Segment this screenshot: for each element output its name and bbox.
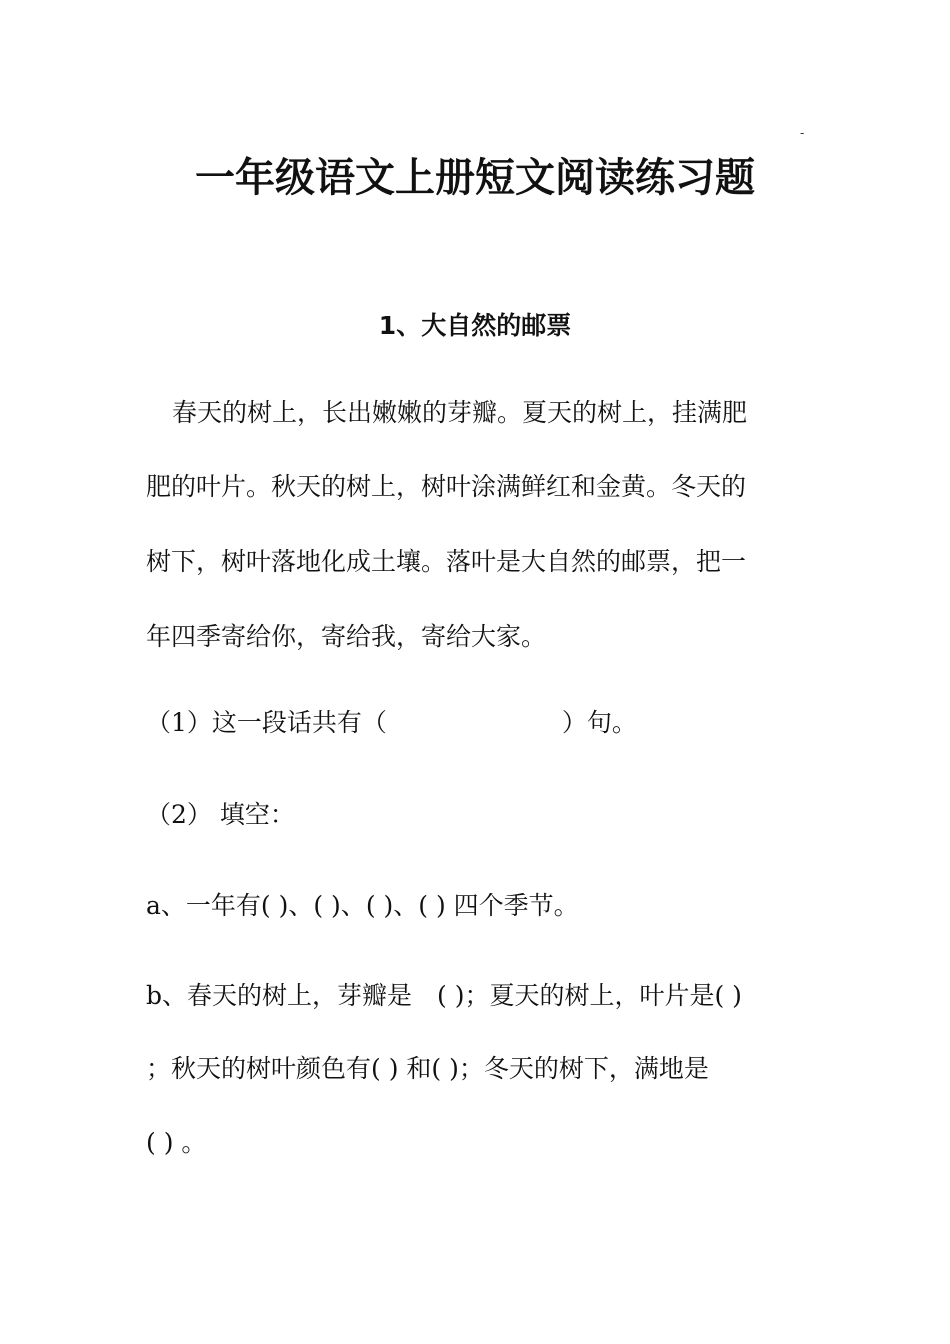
question-2: （2） 填空：: [146, 800, 295, 829]
passage-line-1: 春天的树上，长出嫩嫩的芽瓣。夏天的树上，挂满肥: [172, 398, 748, 427]
question-a: a、一年有( )、( )、( )、( ) 四个季节。: [146, 891, 579, 920]
question-1: （1）这一段话共有（ ）句。: [146, 708, 637, 737]
document-title: 一年级语文上册短文阅读练习题: [195, 154, 755, 201]
passage-line-3: 树下，树叶落地化成土壤。落叶是大自然的邮票，把一: [146, 547, 747, 576]
question-b-line-3: ( ) 。: [146, 1128, 207, 1157]
passage-line-2: 肥的叶片。秋天的树上，树叶涂满鲜红和金黄。冬天的: [146, 472, 747, 501]
section-title: 1、大自然的邮票: [378, 311, 572, 340]
passage-line-4: 年四季寄给你，寄给我，寄给大家。: [146, 622, 547, 651]
corner-mark: -: [800, 126, 805, 140]
question-b-line-1: b、春天的树上，芽瓣是 ( )；夏天的树上，叶片是( ): [146, 981, 742, 1010]
question-b-line-2: ；秋天的树叶颜色有( ) 和( )；冬天的树下，满地是: [146, 1054, 709, 1083]
